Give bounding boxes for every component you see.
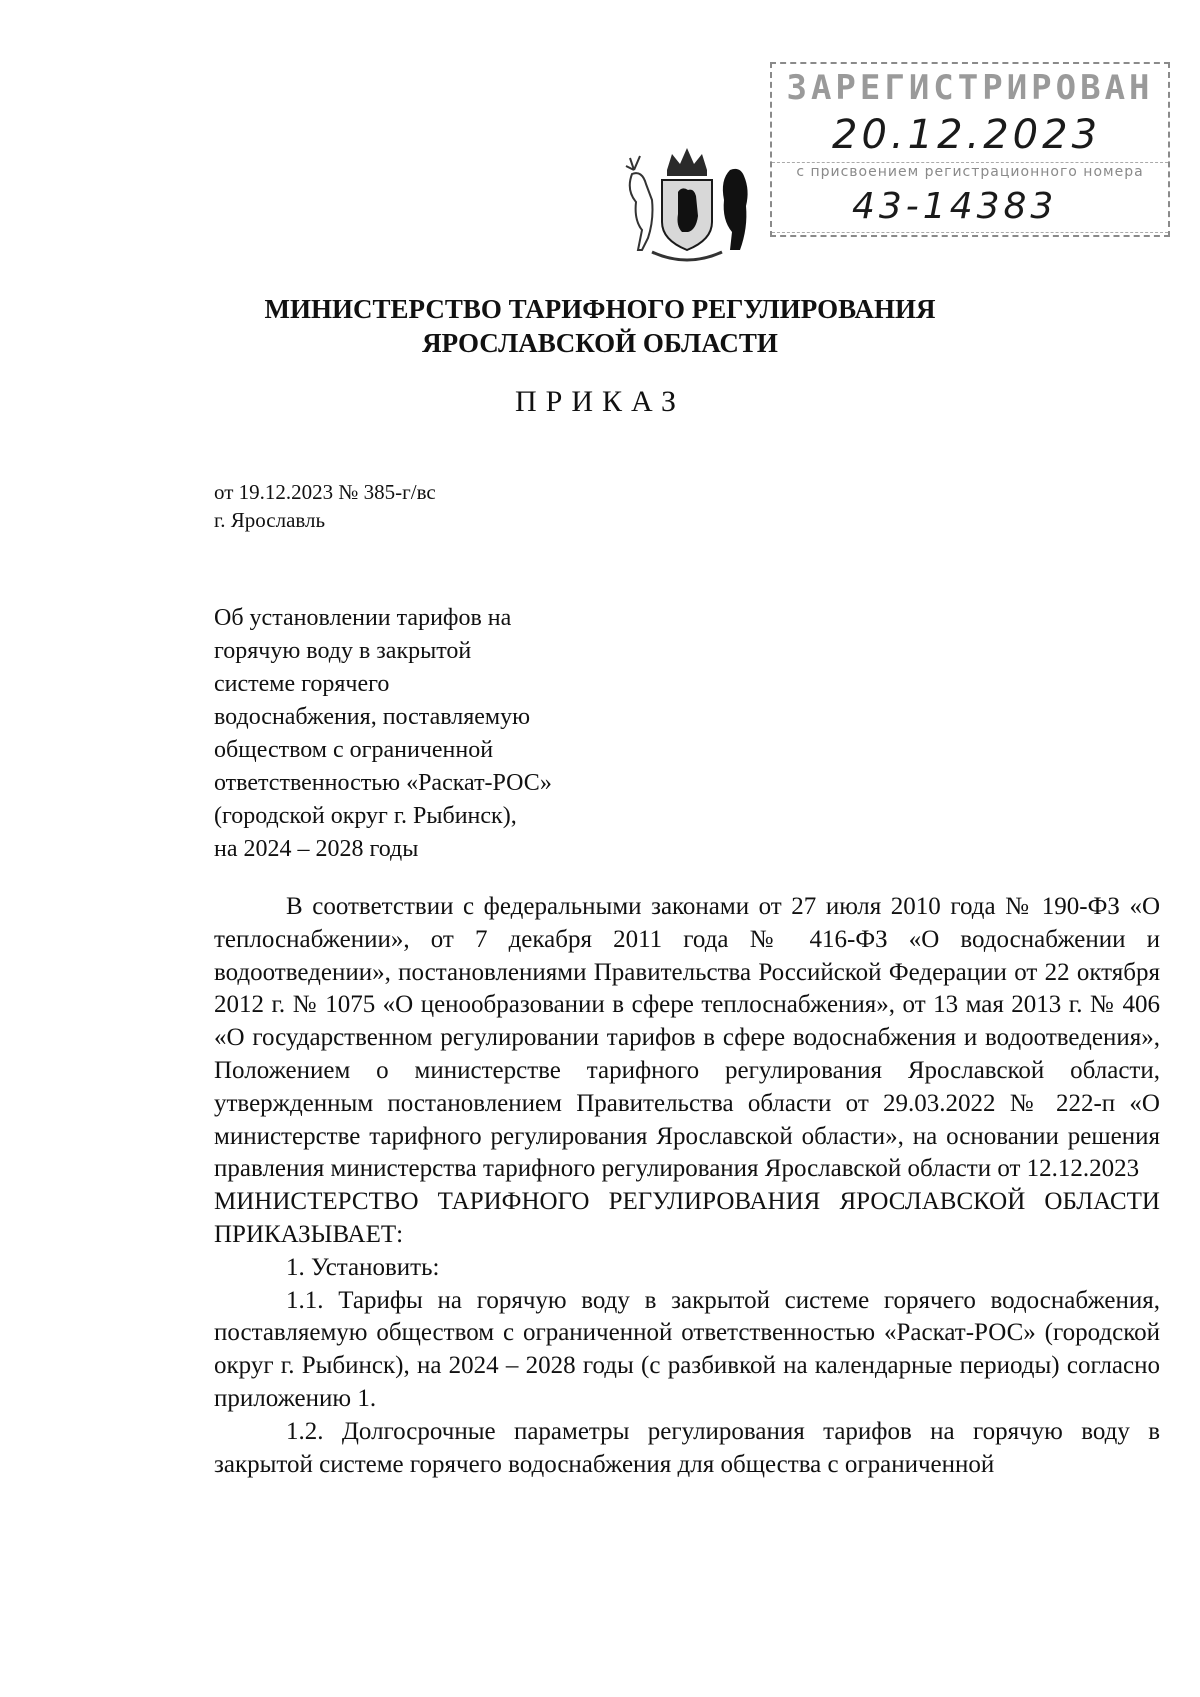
subject-line: (городской округ г. Рыбинск), xyxy=(214,803,517,829)
ministry-title-line2: ЯРОСЛАВСКОЙ ОБЛАСТИ xyxy=(422,328,778,358)
order-date-number: от 19.12.2023 № 385-г/вс xyxy=(214,480,436,504)
stamp-date: 20.12.2023 xyxy=(832,112,1102,158)
document-type: ПРИКАЗ xyxy=(515,385,685,418)
registration-stamp xyxy=(770,62,1170,237)
subject-line: обществом с ограниченной xyxy=(214,737,494,763)
ministry-title-line1: МИНИСТЕРСТВО ТАРИФНОГО РЕГУЛИРОВАНИЯ xyxy=(264,294,936,324)
order-body xyxy=(214,891,1160,1481)
subject-line: на 2024 – 2028 годы xyxy=(214,836,419,862)
subject-line: системе горячего xyxy=(214,671,390,697)
subject-line: ответственностью «Раскат-РОС» xyxy=(214,770,552,796)
stamp-divider xyxy=(772,232,1168,233)
subject-line: горячую воду в закрытой xyxy=(214,638,472,664)
order-city: г. Ярославль xyxy=(214,508,326,532)
order-subject xyxy=(214,602,634,866)
stamp-number: 43-14383 xyxy=(852,186,1058,227)
preamble-paragraph: В соответствии с федеральными законами от 27 июля 2010 года № 190-ФЗ «О теплоснабжении», от 7 декабря 2011 года № 416-ФЗ «О водоснабжении и водоотведении», постановлениями Правительства Российской Федерации от 22 октября 2012 г. № 1075 «О ценообразовании в сфере теплоснабжения», от 13 мая 2013 г. № 406 «О государственном регулировании тарифов в сфере водоснабжения и водоотведения», Положением о министерстве тарифного регулирования Ярославской области, утвержденным постановлением Правительства области от 29.03.2022 № 222-п «О министерстве тарифного регулирования Ярославской области», на основании решения правления министерства тарифного регулирования Ярославской области от 12.12.2023 xyxy=(214,893,1160,1183)
subject-line: водоснабжения, поставляемую xyxy=(214,704,531,730)
coat-of-arms-icon xyxy=(612,140,762,270)
orders-statement: МИНИСТЕРСТВО ТАРИФНОГО РЕГУЛИРОВАНИЯ ЯРОСЛАВСКОЙ ОБЛАСТИ ПРИКАЗЫВАЕТ: xyxy=(214,1188,1160,1248)
stamp-title: ЗАРЕГИСТРИРОВАН xyxy=(786,68,1154,108)
order-item-1-2: 1.2. Долгосрочные параметры регулирования тарифов на горячую воду в закрытой системе горячего водоснабжения для общества с ограниченной xyxy=(214,1417,1160,1478)
subject-line: Об установлении тарифов на xyxy=(214,605,512,631)
order-item-1: 1. Установить: xyxy=(286,1253,440,1281)
stamp-divider xyxy=(772,162,1168,163)
stamp-caption: с присвоением регистрационного номера xyxy=(796,164,1144,180)
order-item-1-1: 1.1. Тарифы на горячую воду в закрытой системе горячего водоснабжения, поставляемую обществом с ограниченной ответственностью «Раскат-РОС» (городской округ г. Рыбинск), на 2024 – 2028 годы (с разбивкой на календарные периоды) согласно приложению 1. xyxy=(214,1286,1160,1412)
